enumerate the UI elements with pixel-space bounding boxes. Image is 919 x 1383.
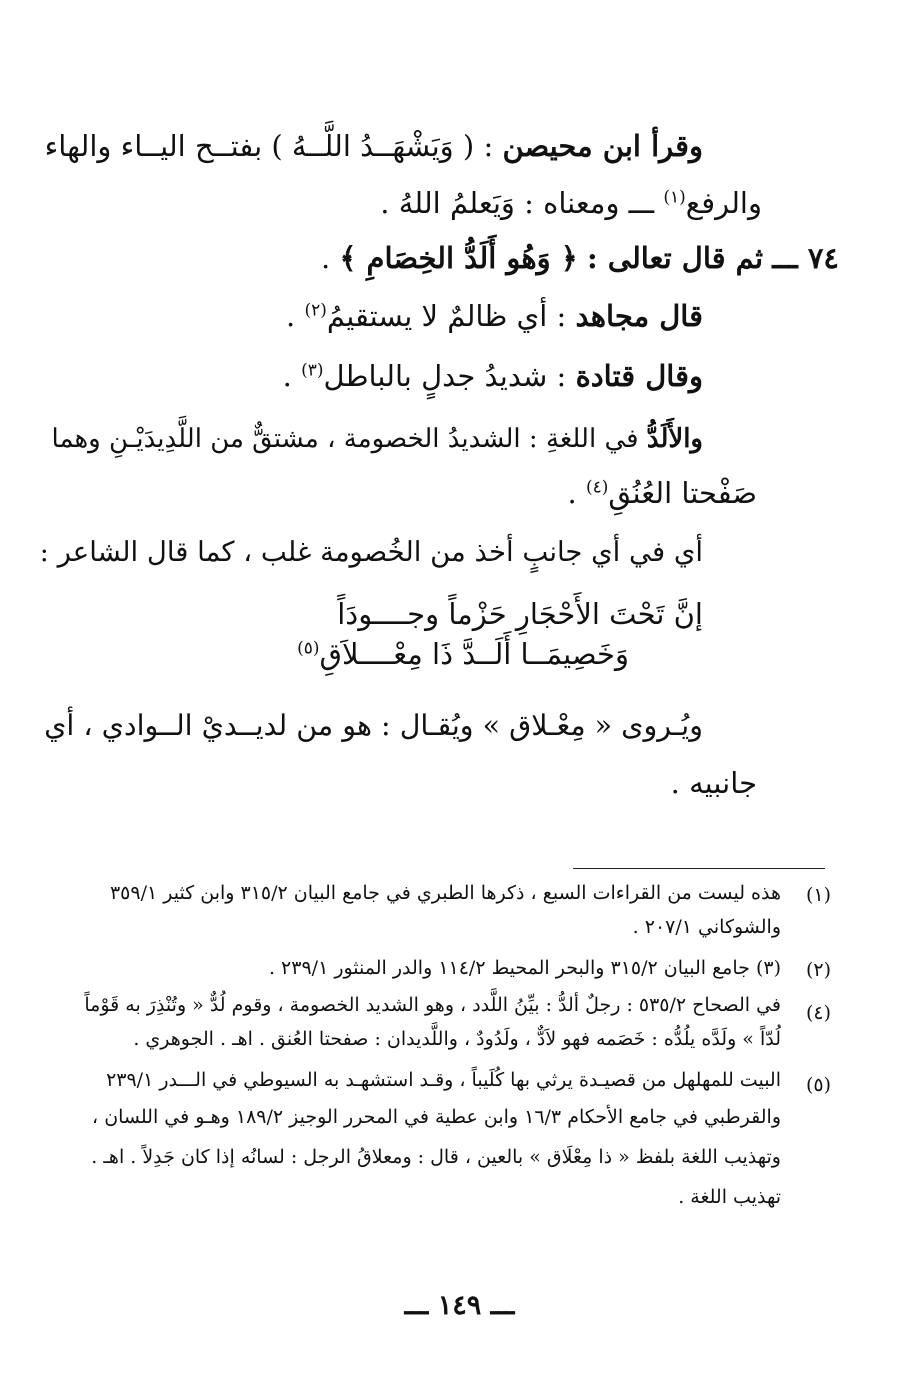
footnote-1-line-1: هذه ليست من القراءات السبع ، ذكرها الطبري في جامع البيان ٣١٥/٢ وابن كثير ٣٥٩/١ [109, 882, 781, 904]
punctuation: . [567, 476, 577, 510]
heading-text: ثم قال تعالى : [586, 241, 764, 275]
body-text: ويُـروى « مِعْـلاق » ويُقـال : هو من لديــديْ الــوادي ، أي [44, 709, 703, 742]
term: والأَلَدُّ [646, 424, 703, 454]
footnote-number: (٥) [805, 1074, 831, 1096]
punctuation: . [321, 241, 331, 275]
body-text: أي في أي جانبٍ أخذ من الخُصومة غلب ، كما قال الشاعر : [39, 536, 703, 568]
verse-text: إنَّ تَحْتَ الأَحْجَارِ حَزْماً وجــــودَاً [337, 597, 703, 631]
punctuation: . [286, 299, 296, 333]
footnote-4-line-2: لُدّاً » ولَدَّه يلُدُّه : خَصَمه فهو لاَدٌّ ، ولَدُودٌ ، واللَّديدان : صفحتا العُنق . اهـ . الجوهري . [133, 1028, 781, 1050]
speaker-name: قال مجاهد [575, 299, 703, 333]
body-line-9 [44, 706, 703, 746]
footnote-ref: (٣) [301, 360, 324, 381]
footnote-5-line-4: تهذيب اللغة . [678, 1186, 781, 1208]
verse-line-2 [297, 634, 629, 674]
body-line-4 [286, 296, 703, 336]
footnote-5-line-3: وتهذيب اللغة بلفظ « ذا مِعْلَاق » بالعين ، قال : ومعلاقُ الرجل : لسانُه إذا كان جَدِلاً . اهـ . [91, 1146, 781, 1168]
footnote-number: (٤) [805, 1002, 831, 1024]
body-text: ـــ ومعناه : وَيَعلمُ اللهُ . [380, 186, 655, 220]
body-text: والرفع [685, 186, 762, 220]
verse-text: وَخَصِيمَــا أَلَــدَّ ذَا مِعْــــلاَقِ [319, 637, 629, 671]
body-line-10 [671, 763, 757, 803]
speaker-name: وقال قتادة [575, 359, 703, 393]
body-line-3 [321, 238, 839, 278]
footnote-5-line-1: البيت للمهلهل من قصيـدة يرثي بها كُلَيباً ، وقـد استشهـد به السيوطي في الـــدر ٢٣٩/١ [106, 1069, 781, 1091]
body-line-1 [45, 126, 703, 166]
body-line-5 [283, 356, 703, 396]
body-text: جانبيه . [670, 766, 757, 800]
body-text: : شديدُ جدلٍ بالباطل [323, 359, 567, 393]
body-text: : ( وَيَشْهَــدُ اللَّــهُ ) بفتــح اليــاء والهاء [44, 129, 494, 163]
page-number: ـــ ١٤٩ ـــ [404, 1290, 515, 1321]
footnote-4-line-1: في الصحاح ٥٣٥/٢ : رجلٌ ألدُّ : بيِّنُ اللَّدد ، وهو الشديد الخصومة ، وقوم لُدٌّ « وتُنْذِرَ به قَوْماً [84, 994, 781, 1016]
footnote-ref: (٢) [304, 300, 327, 321]
footnote-1-line-2: والشوكاني ٢٠٧/١ . [632, 916, 781, 938]
footnote-number: (١) [805, 884, 831, 906]
footnote-separator [573, 868, 825, 869]
footnote-ref: (٥) [297, 638, 320, 659]
body-text: في اللغةِ : الشديدُ الخصومة ، مشتقٌّ من اللَّدِيدَيْـنِ وهما [51, 424, 639, 454]
punctuation: . [282, 359, 292, 393]
quran-quote: ﴿ وَهُو أَلَدُّ الخِصَامِ ﴾ [339, 241, 578, 275]
footnote-2-line-1: (٣) جامع البيان ٣١٥/٢ والبحر المحيط ١١٤/٢ والدر المنثور ٢٣٩/١ . [268, 957, 781, 979]
footnote-ref: (٤) [585, 477, 609, 498]
body-line-2 [380, 183, 762, 223]
body-line-6 [52, 419, 703, 459]
footnote-ref: (١) [663, 187, 686, 208]
footnote-number: (٢) [805, 959, 831, 981]
body-line-7 [568, 473, 758, 513]
body-text: : أي ظالمٌ لا يستقيمُ [326, 299, 567, 333]
speaker-name: وقرأ ابن محيصن [502, 129, 703, 163]
section-number: ٧٤ ـــ [772, 241, 839, 275]
body-line-8 [40, 532, 703, 572]
footnote-5-line-2: والقرطبي في جامع الأحكام ١٦/٣ وابن عطية في المحرر الوجيز ١٨٩/٢ وهـو في اللسان ، [92, 1106, 781, 1128]
body-text: صَفْحتا العُنُقِ [608, 476, 757, 510]
verse-line-1 [337, 594, 703, 634]
